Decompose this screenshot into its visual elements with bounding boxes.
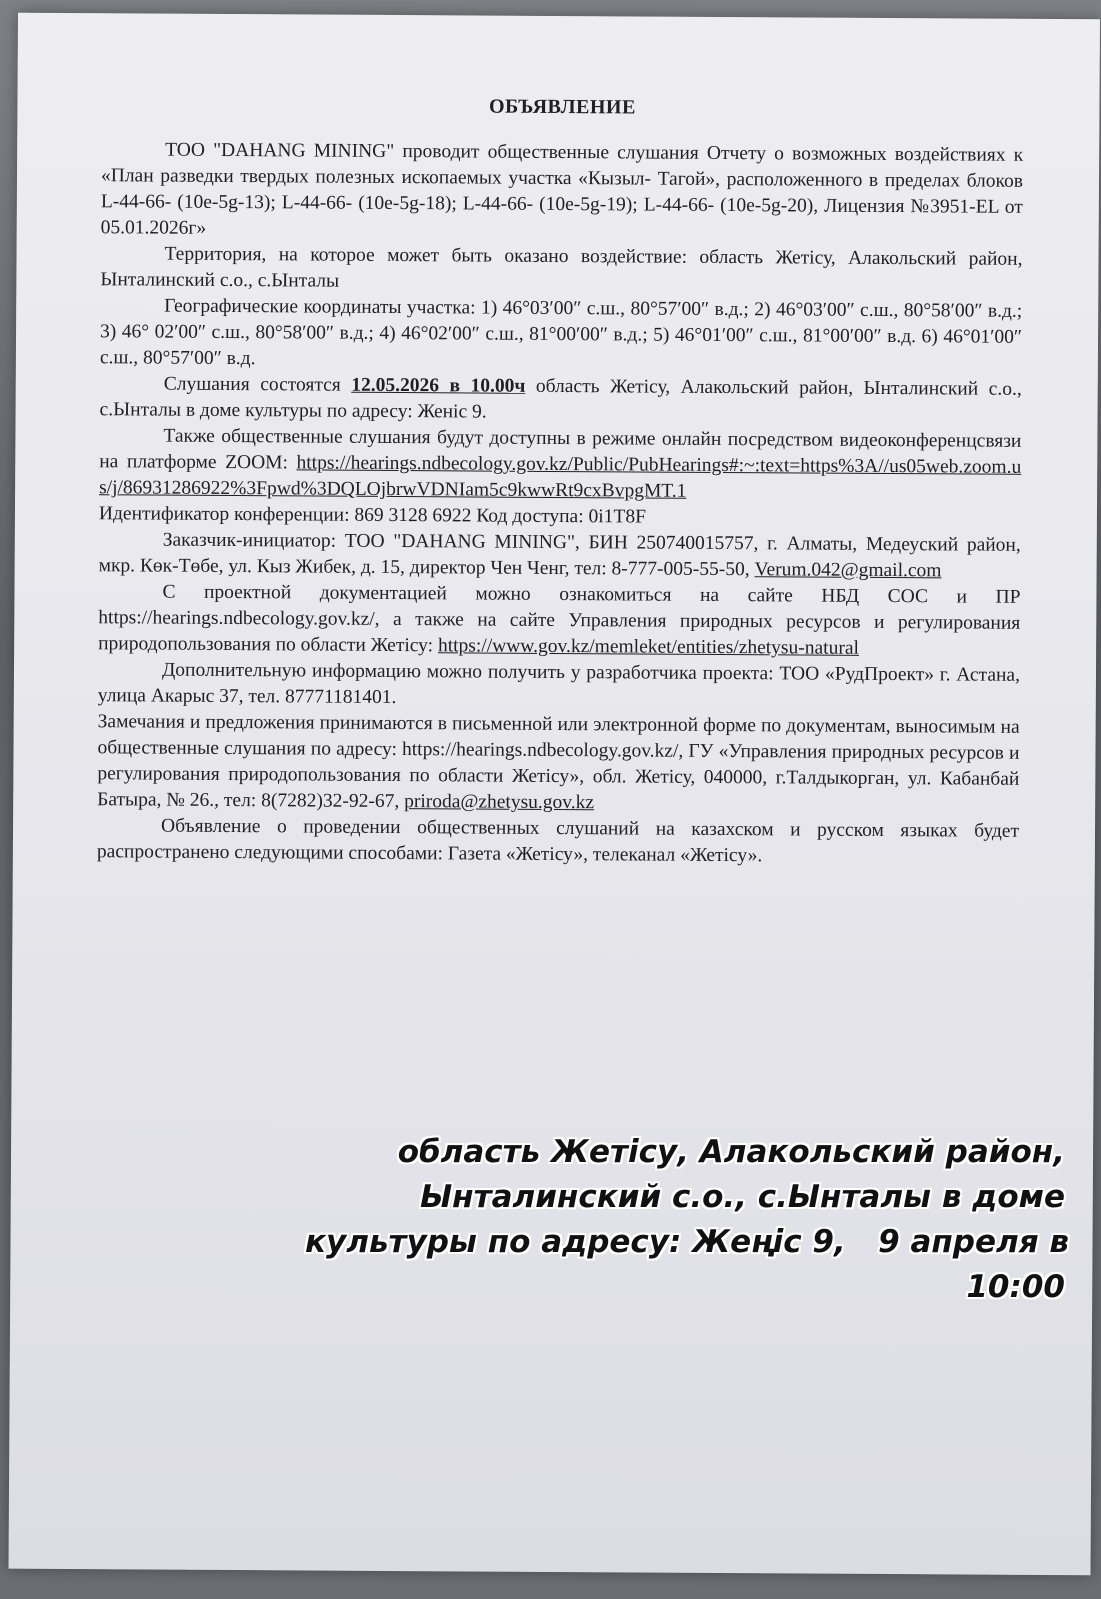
paragraph-documentation [98,579,1020,663]
overlay-line-2: Ынталинский с.о., с.Ынталы в доме [420,1179,1065,1215]
zhetysu-natural-link[interactable]: https://www.gov.kz/memleket/entities/zhetysu-natural [437,635,860,659]
online-text: Также общественные слушания будут доступны в режиме онлайн посредством видеоконференцсвязи на платформе ZOOM: [99,425,1022,474]
paragraph-developer: Дополнительную информацию можно получить у разработчика проекта: ТОО «РудПроект» г. Астана, улица Акарыс 37, тел. 87771181401. [97,659,1021,709]
priroda-email-link[interactable]: priroda@zhetysu.gov.kz [404,791,595,814]
customer-text: Заказчик-инициатор: ТОО "DAHANG MINING", БИН 250740015757, г. Алматы, Медеуский район, мкр. Көк-Төбе, ул. Кыз Жибек, д. 15, директор Чен Ченг, тел: 8-777-005-55-50, [98,529,1021,581]
paragraph-conference-id: Идентификатор конференции: 869 3128 6922 Код доступа: 0i1T8F [98,503,647,528]
paragraph-comments [97,709,1020,819]
paragraph-intro: ТОО "DAHANG MINING" проводит общественные слушания Отчету о возможных воздействиях к «План разведки твердых полезных ископаемых участка «Кызыл- Тагой», расположенного в пределах блоков L-44-66- (10е-5g-13); L-44-66- (10е-5g-18); L-44-66- (10е-5g-19); L-44-66- (10е-5g-20), Лицензия №3951-EL от 05.01.2026г» [100,139,1024,239]
customer-email-link[interactable]: Verum.042@gmail.com [754,559,942,582]
notice-document [97,91,1024,871]
paragraph-coordinates: Географические координаты участка: 1) 46°03′00″ с.ш., 80°57′00″ в.д.; 2) 46°03′00″ с.ш., 80°58′00″ в.д.; 3) 46° 02′00″ с.ш., 80°58′00″ в.д.; 4) 46°02′00″ с.ш., 81°00′00″ в.д.; 5) 46°01′00″ с.ш., 81°00′00″ в.д. 6) 46°01′00″ с.ш., 80°57′00″ в.д. [99,295,1023,370]
overlay-line-4: 10:00 [966,1269,1065,1305]
paragraph-customer [99,527,1021,585]
overlay-line-1: область Жетісу, Алакольский район, [397,1134,1065,1170]
overlay-caption [305,1130,1070,1310]
notice-paper-sheet [9,13,1100,1576]
zoom-hearing-link[interactable]: https://hearings.ndbecology.gov.kz/Public/PubHearings#:~:text=https%3A//us05web.zoom.us/j/86931286922%3Fpwd%3DQLOjbrwVDNIam5c9kwwRt9cxBvpgMT.1 [99,452,1022,502]
hearing-location: область Жетісу, Алакольский район, Ынталинский с.о., с.Ынталы в доме культуры по адресу: Женіс 9. [99,375,1022,423]
overlay-line-3: культуры по адресу: Жеңіс 9, 9 апреля в [305,1224,1070,1260]
documentation-text: С проектной документацией можно ознакомиться на сайте НБД СОС и ПР https://hearings.ndbecology.gov.kz/, а также на сайте Управления природных ресурсов и регулирования природопользования по области Жетісу: [98,581,1021,657]
paragraph-hearing-date [100,371,1022,429]
paragraph-distribution: Объявление о проведении общественных слушаний на казахском и русском языках будет распространено следующими способами: Газета «Жетісу», телеканал «Жетісу». [96,815,1020,867]
comments-text: Замечания и предложения принимаются в письменной или электронной форме по документам, выносимым на общественные слушания по адресу: https://hearings.ndbecology.gov.kz/, ГУ «Управления природных ресурсов и регулирования природопользования по области Жетісу», обл. Жетісу, 040000, г.Талдыкорган, ул. Кабанбай Батыра, № 26., тел: 8(7282)32-92-67, [97,711,1020,813]
paragraph-territory: Территория, на которое может быть оказано воздействие: область Жетісу, Алакольский район, Ынталинский с.о., с.Ынталы [100,243,1023,292]
hearing-date-prefix: Слушания состоятся [163,373,352,396]
paragraph-online [99,423,1021,507]
document-title: ОБЪЯВЛЕНИЕ [488,95,636,119]
hearing-date-value: 12.05.2026 в 10.00ч [351,374,526,397]
